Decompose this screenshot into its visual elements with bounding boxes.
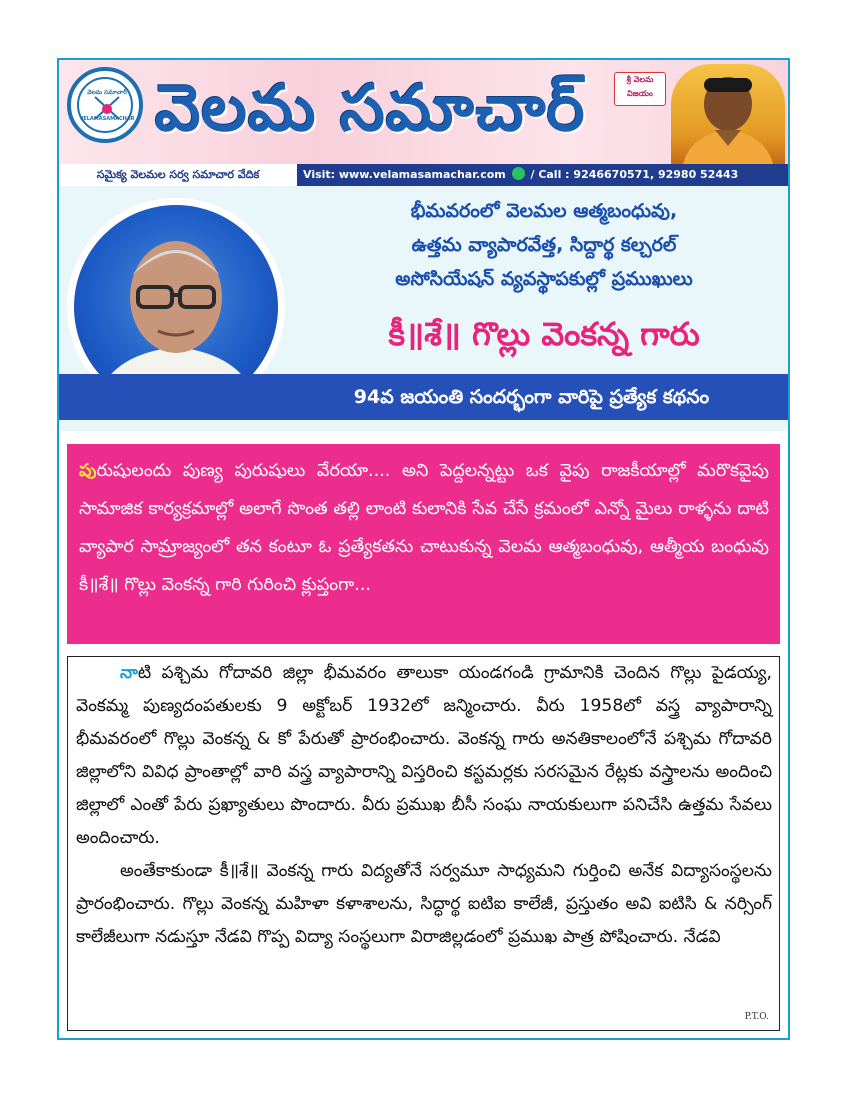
logo-ring [77,77,133,133]
masthead-logo [67,67,143,143]
editor-photo [671,64,785,164]
logo-emblem-icon [79,79,135,135]
masthead-strip [59,164,788,186]
article-paragraph [76,855,772,954]
headline-line: ఉత్తమ వ్యాపారవేత్త, సిద్దార్థ కల్చరల్ [411,234,677,256]
masthead-badge: శ్రీ వెలమ విజయం [614,72,666,106]
hero-section [59,186,788,431]
pto-note: P.T.O. [744,1012,769,1022]
call-numbers: / Call : 9246670571, 92980 52443 [530,168,739,181]
anniversary-banner [59,374,788,420]
headline-line: భీమవరంలో వెలమల ఆత్మబంధువు, [410,200,678,222]
contact-line [303,164,788,186]
intro-text [79,452,769,604]
headline [309,194,779,296]
headline-line: అసోసియేషన్ వ్యవస్థాపకుల్లో ప్రముఖులు [395,268,693,290]
paragraph-2: అంతేకాకుండా కీ॥శే॥ వెంకన్న గారు విద్యతోనే సర్వమూ సాధ్యమని గుర్తించి అనేక విద్యాసంస్థలను ప్రారంభించారు. గొల్లు వెంకన్న మహిళా కళాశాలను, సిద్ధార్థ ఐటిఐ కాలేజీ, ప్రస్తుతం అవి ఐటిసి & నర్సింగ్ కాలేజీలుగా నడుస్తూ నేడవి గొప్ప విద్యా సంస్థలుగా విరాజిల్లడంలో ప్రముఖ పాత్ర పోషించారు. నేడవి [76,861,772,947]
logo-text: వెలమ సమాచార్ [87,89,127,96]
masthead [59,60,788,181]
person-name: కీ॥శే॥ గొల్లు వెంకన్న గారు [388,315,700,353]
newspaper-page [57,58,790,1040]
paragraph-1: టి పశ్చిమ గోదావరి జిల్లా భీమవరం తాలుకా యండగండి గ్రామానికి చెందిన గొల్లు పైడయ్య, వెంకమ్మ పుణ్యదంపతులకు 9 అక్టోబర్ 1932లో జన్మించారు. వీరు 1958లో వస్త్ర వ్యాపారాన్ని భీమవరంలో గొల్లు వెంకన్న & కో పేరుతో ప్రారంభించారు. వెంకన్న గారు అనతికాలంలోనే పశ్చిమ గోదావరి జిల్లాలోని వివిధ ప్రాంతాల్లో వారి వస్త్ర వ్యాపారాన్ని విస్తరించి కస్టమర్లకు సరసమైన రేట్లకు వస్త్రాలను అందించి జిల్లాలో ఎంతో పేరు ప్రఖ్యాతులు పొందారు. వీరు ప్రముఖ బీసీ సంఘ నాయకులుగా పనిచేసి ఉత్తమ సేవలు అందించారు. [76,663,772,848]
article-paragraph [76,657,772,855]
whatsapp-icon [512,167,525,180]
intro-body: రుషులందు పుణ్య పురుషులు వేరయా.... అని పెద్దలన్నట్టు ఒక వైపు రాజకీయాల్లో మరొకవైపు సామాజిక కార్యక్రమాల్లో అలాగే సొంత తల్లి లాంటి కులానికి సేవ చేసే క్రమంలో ఎన్నో మైలు రాళ్ళను దాటి వ్యాపార సామ్రాజ్యంలో తన కంటూ ఓ ప్రత్యేకతను చాటుకున్న వెలమ ఆత్మబంధువు, ఆత్మీయ బంధువు కీ॥శే॥ గొల్లు వెంకన్న గారి గురించి క్లుప్తంగా... [79,461,769,595]
intro-box [67,444,780,644]
article-body [67,656,780,1031]
logo-subtext: VELAMASAMACHAR [79,116,135,122]
website-link[interactable]: Visit: www.velamasamachar.com [303,168,506,181]
masthead-title: వెలమ సమాచార్ [155,72,586,146]
editor-portrait-icon [671,64,785,164]
article-drop-cap: నా [120,663,138,683]
article-text [76,657,772,954]
tagline: సమైక్య వెలమల సర్వ సమాచార వేదిక [59,164,297,186]
banner-text: 94వ జయంతి సందర్భంగా వారిపై ప్రత్యేక కథనం [353,386,710,408]
intro-drop-cap: పు [79,461,97,481]
